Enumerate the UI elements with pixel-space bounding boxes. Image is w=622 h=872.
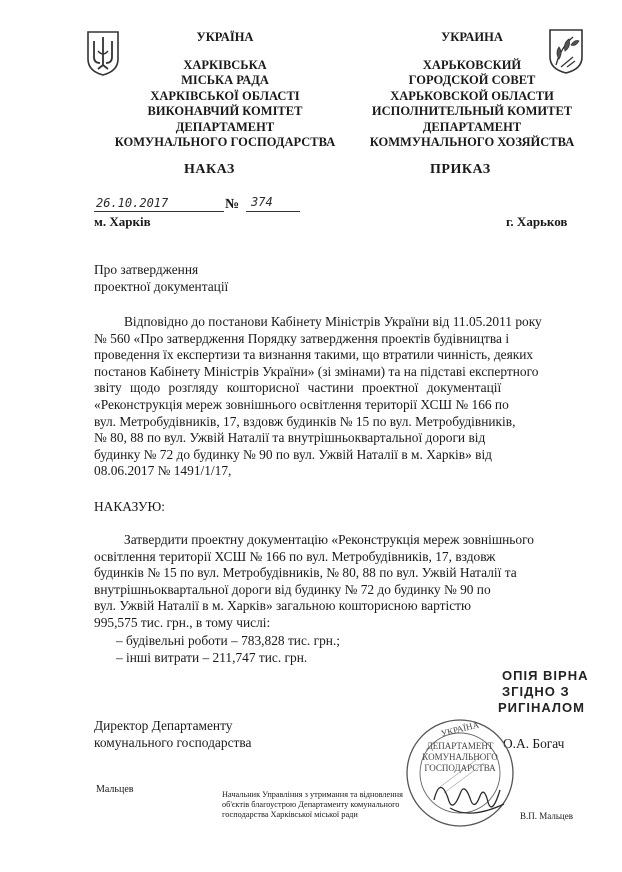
preamble-line: будинку № 72 до будинку № 90 по вул. Ужвій Наталії в м. Харків» від (94, 446, 492, 462)
footer-note-line: господарства Харківської міської ради (222, 810, 358, 819)
copy-verified-stamp (490, 668, 588, 716)
directive-line: освітлення території ХСШ № 166 по вул. Метробудівників, 17, вздовж (94, 548, 496, 564)
subject (94, 262, 228, 295)
signature-icon (430, 768, 510, 828)
preamble-line: постанов Кабінету Міністрів України» (зі змінами) та на підставі експертного (94, 363, 539, 379)
copy-stamp-line: ЗГІДНО З (502, 684, 570, 699)
executor: Мальцев (96, 784, 134, 795)
round-stamp-text (420, 719, 500, 774)
order-date: 26.10.2017 (96, 196, 169, 210)
header-ua-line: ВИКОНАВЧИЙ КОМІТЕТ (147, 104, 303, 118)
cost-item: – інші витрати – 211,747 тис. грн. (116, 649, 308, 665)
header-ua-line: КОМУНАЛЬНОГО ГОСПОДАРСТВА (114, 135, 336, 149)
header-ua (100, 30, 350, 151)
doc-type-ua: НАКАЗ (184, 162, 235, 177)
round-stamp-line: УКРАЇНА (439, 719, 480, 739)
subject-line: проектної документації (94, 278, 229, 294)
preamble-line: 08.06.2017 № 1491/1/17, (94, 463, 232, 479)
directive-line: будинків № 15 по вул. Метробудівників, № 80, 88 по вул. Ужвій Наталії та (94, 565, 517, 581)
header-ua-line: ХАРКІВСЬКОЇ ОБЛАСТІ (150, 88, 300, 103)
country-ua: УКРАЇНА (196, 30, 254, 44)
preamble-line: вул. Метробудівників, 17, вздовж будинків № 15 по вул. Метробудівників, (94, 413, 516, 429)
header-ua-line: ХАРКІВСЬКА (183, 57, 267, 72)
header-ru-line: ГОРОДСКОЙ СОВЕТ (408, 73, 536, 87)
preamble-line: № 80, 88 по вул. Ужвій Наталії та внутрішньоквартальної дороги від (94, 430, 486, 446)
header-ua-line: ДЕПАРТАМЕНТ (175, 119, 275, 134)
directive-line: Затвердити проектну документацію «Реконструкція мереж зовнішнього (124, 532, 534, 547)
footer-note (222, 790, 403, 820)
preamble (94, 314, 576, 480)
directive (94, 532, 580, 632)
preamble-line: звіту щодо розгляду кошторисної частини проектної документації (94, 380, 502, 396)
header-ru-line: ДЕПАРТАМЕНТ (422, 119, 522, 134)
preamble-line: «Реконструкція мереж зовнішнього освітлення території ХСШ № 166 по (94, 396, 509, 412)
order-word: НАКАЗУЮ: (94, 499, 165, 514)
doc-type-ru: ПРИКАЗ (430, 162, 491, 177)
costs-list (116, 633, 340, 666)
copy-stamp-line: РИГІНАЛОМ (498, 700, 585, 715)
round-stamp-line: ГОСПОДАРСТВА (424, 763, 496, 773)
round-stamp-line: КОМУНАЛЬНОГО (422, 752, 498, 762)
header-ru-line: ХАРЬКОВСКОЙ ОБЛАСТИ (390, 88, 554, 103)
round-stamp-line: ДЕПАРТАМЕНТ (426, 741, 494, 751)
header-ru-line: ХАРЬКОВСКИЙ (422, 57, 522, 72)
order-number: 374 (251, 195, 273, 209)
cost-item: – будівельні роботи – 783,828 тис. грн.; (116, 633, 341, 648)
header-ru (352, 30, 592, 151)
number-label: № (225, 197, 240, 212)
subject-line: Про затвердження (94, 262, 199, 277)
signatory-position-line: комунального господарства (94, 734, 252, 750)
date-underline (94, 211, 224, 212)
copy-stamp-line: ОПІЯ ВІРНА (502, 668, 589, 683)
header-ru-line: ИСПОЛНИТЕЛЬНЫЙ КОМИТЕТ (371, 104, 573, 118)
directive-line: вул. Ужвій Наталії в м. Харків» загальною кошторисною вартістю (94, 598, 472, 614)
footer-note-line: об'єктів благоустрою Департаменту комунального (222, 800, 400, 809)
footer-name: В.П. Мальцев (520, 811, 573, 821)
signatory-position-line: Директор Департаменту (94, 718, 233, 733)
preamble-line: проведення їх експертизи та визнання такими, що втратили чинність, деяких (94, 347, 534, 363)
header-ru-line: КОММУНАЛЬНОГО ХОЗЯЙСТВА (369, 135, 575, 149)
city-ru: г. Харьков (506, 214, 568, 229)
city-ua: м. Харків (94, 214, 151, 229)
footer-note-line: Начальник Управління з утримання та відновлення (222, 790, 403, 799)
directive-line: 995,575 тис. грн., в тому числі: (94, 614, 271, 630)
preamble-line: № 560 «Про затвердження Порядку затвердження проектів будівництва і (94, 330, 510, 346)
number-underline (246, 211, 300, 212)
country-ru: УКРАИНА (441, 30, 503, 44)
directive-line: внутрішньоквартальної дороги від будинку № 72 до будинку № 90 по (94, 581, 491, 597)
signatory-position (94, 718, 251, 751)
preamble-line: Відповідно до постанови Кабінету Міністрів України від 11.05.2011 року (124, 314, 542, 329)
header-ua-line: МІСЬКА РАДА (181, 73, 269, 87)
signatory-name: О.А. Богач (503, 736, 565, 751)
